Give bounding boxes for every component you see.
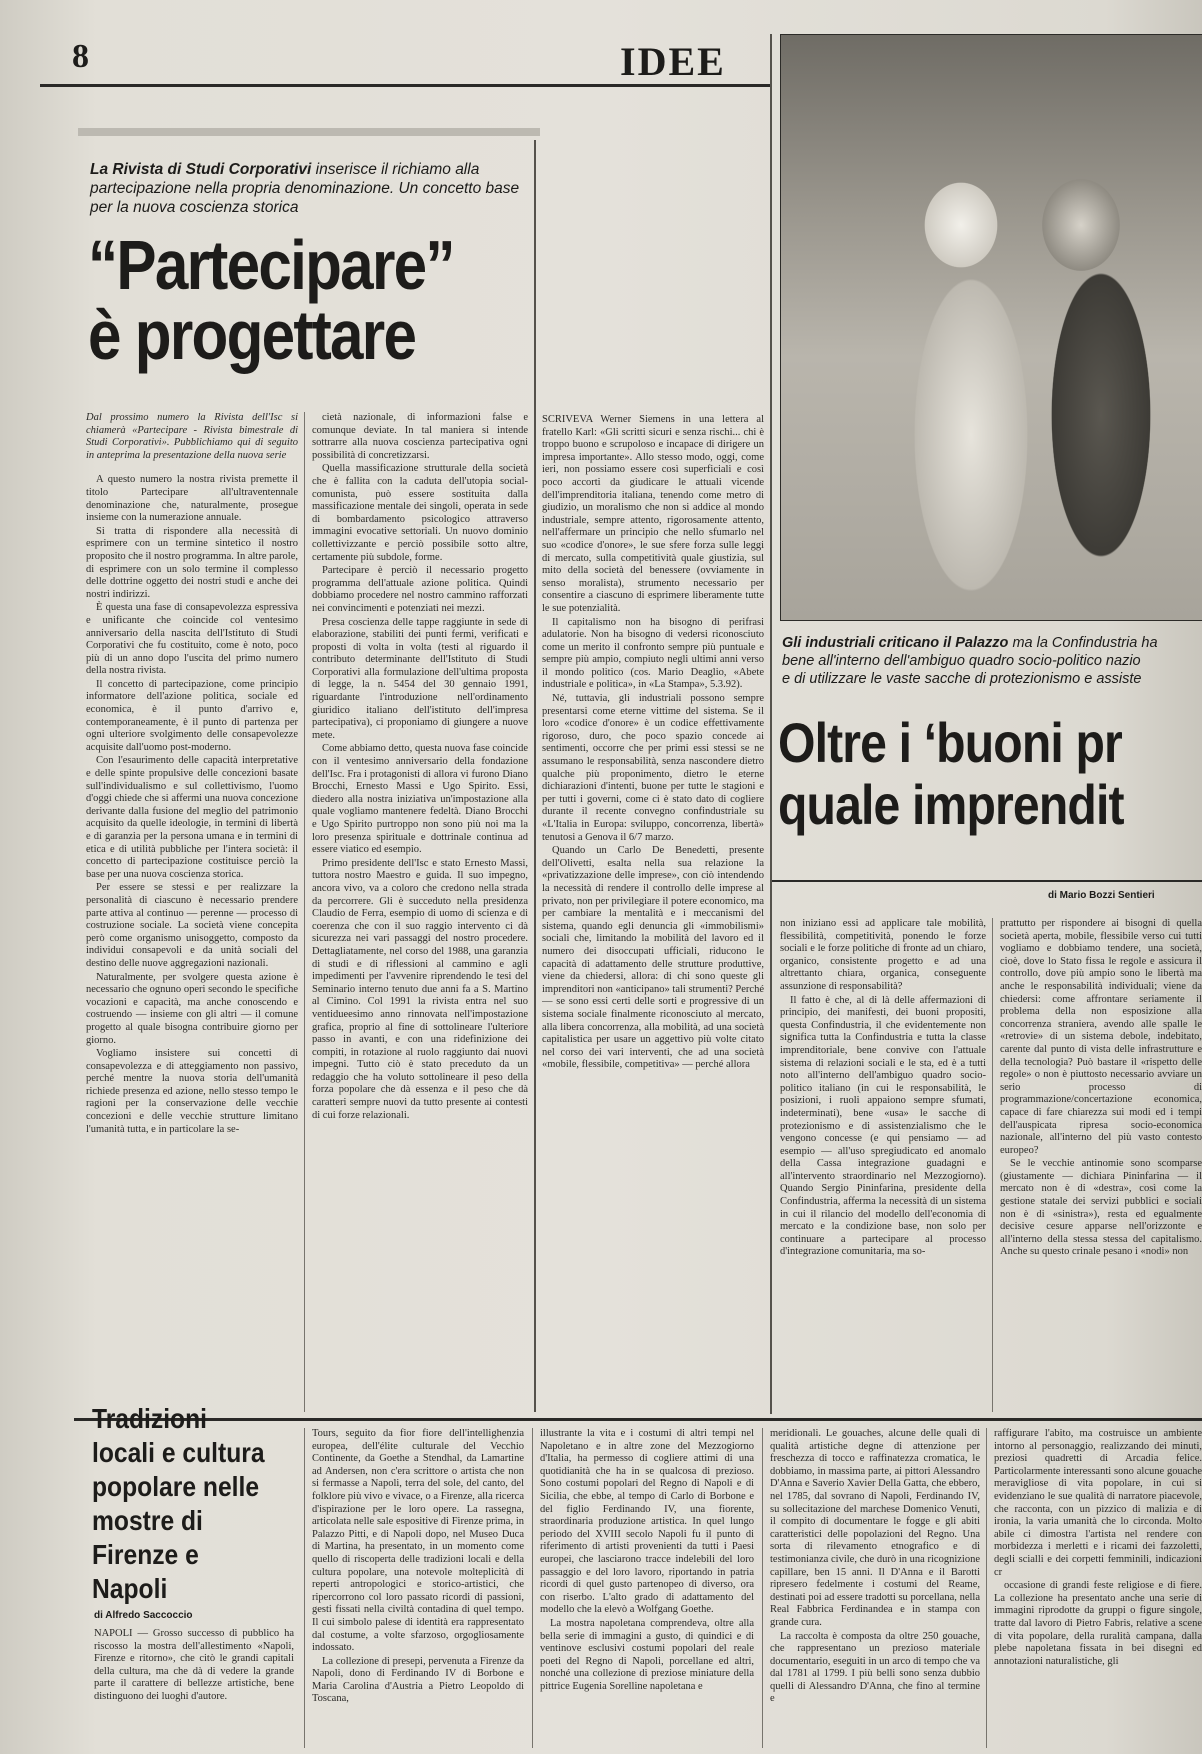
second-column-2 — [1000, 918, 1202, 1412]
paragraph: Il concetto di partecipazione, come principio informatore dell'azione politica, sociale ed economica, è il punto d'arrivo e, contemporaneamente, è il punto di partenza per ogni ulteriore svolgimento delle consapevolezze acquisite dall'uomo post-moderno. — [86, 678, 298, 753]
caption-line-1 — [782, 634, 1200, 652]
caption-bold: Gli industriali criticano il Palazzo — [782, 635, 1009, 651]
kicker-text: inserisce il richiamo alla partecipazione nella propria denominazione. Un concetto base per la nuova coscienza storica — [90, 161, 520, 216]
paragraph: Con l'esaurimento delle capacità interpretative e delle spinte propulsive delle concezioni basate sull'individualismo e sul collettivismo, l'uomo d'oggi chiede che si affermi una nuova concezione derivante dalla fusione del meglio del patrimonio acquisito da quelle ideologie, in termini di libertà e di garanzia per la persona umana e in termini di etica e di utilità pubbliche per l'intera società: il concetto di partecipazione costituisce perciò la base per una nuova coscienza storica. — [86, 755, 298, 880]
paragraph: A questo numero la nostra rivista premette il titolo Partecipare all'ultraventennale denominazione che, naturalmente, prosegue insieme con la numerazione annuale. — [86, 474, 298, 524]
paragraph: Quella massificazione strutturale della società che è fallita con la caduta dell'utopia social-comunista, può essere sostituita dalla massificazione mentale dei singoli, operata in sede di bombardamento psicologico attraverso immagini evocative settoriali. Un nuovo dominio collettivizzante e perciò possibile sotto altre, certamente più subdole, forme. — [312, 463, 528, 563]
headline-rule — [772, 880, 1202, 882]
lead-headline — [88, 226, 475, 374]
page-number: 8 — [72, 38, 89, 75]
paragraph: Il fatto è che, al di là delle affermazioni di principio, dei manifesti, dei buoni propositi, questa Confindustria, il che evidentemente non significa tutta la Confindustria e tutta la classe imprenditoriale, bene convive con l'attuale sistema di relazioni sociali e le sta, ed è a tutti noto all'interno dell'ambiguo quadro socio-politico italiano (in cui le responsabilità, le posizioni, i ruoli appaiono sempre sfumati, indeterminati), bene «usa» le sacche di protezionismo e di assistenzialismo che le vengono concesse (e qui pensiamo — ad esempio — all'uso spregiudicato ed anomalo della Cassa integrazione guadagni e all'intervento straordinario nel Mezzogiorno). Quando Sergio Pininfarina, presidente della Confindustria, afferma la necessità di un sistema in cui il rilancio del modello dell'economia di mercato e la condizione base, non solo per continuare a partecipare al processo d'integrazione comunitaria, ma so- — [780, 994, 986, 1258]
paragraph: Né, tuttavia, gli industriali possono sempre presentarsi come eterne vittime del sistema. Se il loro «codice d'onore» è un codice effettivamente rigoroso, duro, che poco spazio concede ai sentimenti, occorre che per primi essi stessi se ne assumano le responsabilità, senza nascondere dietro qualche più proponimento, dietro le eterne dichiarazioni d'intenti, buone per tutte le stagioni e per tutti i governi, come ci è stato dato di cogliere durante il recente convegno confindustriale su «L'Italia in Europa: sviluppo, concorrenza, libertà» tenutosi a Genova il 6/7 marzo. — [542, 693, 764, 843]
column-divider — [534, 140, 536, 1412]
paragraph: Vogliamo insistere sui concetti di consapevolezza e di atteggiamento non passivo, perché mentre la nuova storia dell'umanità richiede presenza ed azione, nello stesso tempo le ragioni per la conservazione delle vecchie concezioni e delle vecchie strutture limitano l'umanità tutta, e in particolare la se- — [86, 1048, 298, 1135]
paragraph: Il capitalismo non ha bisogno di perifrasi adulatorie. Non ha bisogno di vedersi riconosciuto come un merito il confronto sempre più puntuale e sempre più ampio, compiuto negli ultimi anni verso il mondo politico (cos. Mario Deaglio, «Abete industriale e politica», in «La Stampa», 5.3.92). — [542, 616, 764, 691]
paragraph: Se le vecchie antinomie sono scomparse (giustamente — dichiara Pininfarina — il mercato non è di «destra», così come la gestione statale dei servizi pubblici e sociali non è di «sinistra»), resta ed egualmente decisive cesure apparse nell'orizzonte e all'interno della stessa stessa del capitalismo. Anche su questo crinale pesano i «nodi» non — [1000, 1158, 1202, 1258]
second-byline: di Mario Bozzi Sentieri — [1048, 890, 1155, 901]
lead-intro: Dal prossimo numero la Rivista dell'Isc si chiamerà «Partecipare - Rivista bimestrale di Studi Corporativi». Pubblichiamo qui di seguito in anteprima la presentazione della nuova serie — [86, 412, 298, 461]
lead-column-3 — [542, 414, 764, 1412]
column-divider — [770, 34, 772, 1414]
paragraph: Quando un Carlo De Benedetti, presente dell'Olivetti, esalta nella sua relazione la «privatizzazione delle imprese», con ciò intendendo la necessità di rendere il controllo delle imprese al privato, non per privilegiare il potere economico, ma per cambiare la mentalità e i meccanismi del sistema, quando egli denuncia gli «immobilismi» sociali che, limitando la mobilità del lavoro ed il numero dei disoccupati ufficiali, riducono le capacità di adattamento delle strutture produttive, viene da chiedersi, allora: di chi sono queste gli imprenditori non «anticipano» tali strumenti? Perché — se sono essi certi delle sorti e progressive di un sistema sociale finalmente riconosciuto al mercato, alla libera concorrenza, alla mobilità, ad una società capitalistica per usare un aggettivo più volte citato nel corso dei vari interventi, che ad una società «mobile, flessibile, competitiva» — perché allora — [542, 845, 764, 1071]
paragraph: La collezione di presepi, pervenuta a Firenze da Napoli, dono di Ferdinando IV di Borbone e Maria Carolina d'Austria a Pietro Leopoldo di Toscana, — [312, 1655, 524, 1705]
caption-line-3: e di utilizzare le vaste sacche di protezionismo e assiste — [782, 671, 1142, 687]
paragraph: Come abbiamo detto, questa nuova fase coincide con il ventesimo anniversario della fondazione dell'Isc. Fra i protagonisti di allora vi furono Diano Brocchi, Ernesto Massi e Ugo Spirito. Essi, diedero alla nostra iniziativa un'impostazione alla quale vogliamo mantenere fedeltà. Diano Brocchi e Ugo Spirito purtroppo non sono più noi ma la loro presenza spirituale e dottrinale continua ad essere viatico ed esempio. — [312, 743, 528, 856]
second-headline-line-1: Oltre i ‘buoni pr — [778, 711, 1122, 774]
paragraph: raffigurare l'abito, ma costruisce un ambiente intorno al personaggio, realizzando dei minuti, preziosi quadretti di Arcadia felice. Particolarmente interessanti sono alcune gouache meravigliose di vita popolare, in cui si evidenziano le sue qualità di narratore piacevole, che racconta, con un pizzico di malizia e di ironia, la varia umanità che lo circonda. Molto abile ci dimostra l'artista nel rendere con morbidezza i merletti e i ricami dei fazzoletti, degli scialli e dei corpetti femminili, indicazioni cr — [994, 1428, 1202, 1578]
paragraph: Per essere se stessi e per realizzare la personalità di ciascuno è necessario prendere parte attiva al continuo — perenne — processo di costruzione sociale. La società viene concepita però come organismo unisoggetto, composto da individui consapevoli e da unità sociali del destino delle nuove aggregazioni nazionali. — [86, 882, 298, 969]
bottom-byline: di Alfredo Saccoccio — [94, 1610, 193, 1621]
paragraph: non iniziano essi ad applicare tale mobilità, flessibilità, competitività, ponendo le forze sociali e le forze politiche di fronte ad un chiaro, organico, consistente progetto e ad una altrettanto chiara, organica, conseguente assunzione di responsabilità? — [780, 918, 986, 992]
column-divider — [986, 1428, 987, 1748]
paragraph: Si tratta di rispondere alla necessità di esprimere con un termine sintetico il nostro proposito che il nostro programma. In altre parole, di esprimere con un solo termine il complesso delle dottrine oggetto dei nostri studi e anche dei nostri indirizzi. — [86, 525, 298, 600]
paragraph: illustrante la vita e i costumi di altri tempi nel Napoletano e in altre zone del Mezzogiorno d'Italia, ha permesso di cogliere attimi di una quotidianità che ha in se qualcosa di prezioso. Sono costumi popolari del Regno di Napoli e di Sicilia, che ebbe, al tempo di Carlo di Borbone e del figlio Ferdinando IV, una fiorente, straordinaria produzione artistica. In quel lungo periodo del XVIII secolo Napoli fu il punto di riferimento di artisti provenienti da tutti i Paesi europei, che lasciarono tracce indelebili del loro passaggio e del loro lavoro, riportando in patria ricordi di quel gusto partenopeo di diverso, ora con riserbo. L'alto grado di adattamento del modello che la elevò a Wolfgang Goethe. — [540, 1428, 754, 1616]
paragraph: Primo presidente dell'Isc e stato Ernesto Massi, tuttora nostro Maestro e guida. Il suo impegno, ancora vivo, va a coloro che credono nella strada da percorrere. Gli è succeduto nella presidenza Claudio de Ferra, esempio di uomo di scienza e di coerenza che con il suo raggio intervento ci dà sicurezza nei vari passaggi del nostro procedere. Dettagliatamente, nel corso del 1988, una garanzia di studi e di riflessioni al cammino e agli impedimenti per l'avvenire riprendendo le tesi del Seminario interno tenuto due anni fa a S. Martino al Cimino. Col 1991 la rivista entra nel suo ventidueesimo anno rinnovata nell'impostazione grafica, proprio al fine di sottolineare l'ulteriore passo in avanti, e con una ridefinizione dei compiti, in rotazione al ruolo raggiunto dai nuovi impegni. Tutto ciò è stato preceduto da un redaggio che ha voluto sottolineare il peso della forza popolare che dà essenza e il peso che dà caratteri sempre nuovi da tutto presente ai contesti di cui forze relazionali. — [312, 857, 528, 1121]
paragraph: La mostra napoletana comprendeva, oltre alla bella serie di immagini a gusto, di quindici e di ventinove esclusivi costumi popolari del reale poeti del Regno di Napoli, porcellane ed altri, nonché una collezione di preziose miniature della pittrice Eugenia Sorelline napoletana e — [540, 1617, 754, 1692]
bottom-column-2 — [312, 1428, 524, 1748]
lead-bar — [78, 128, 540, 136]
paragraph: cietà nazionale, di informazioni false e comunque deviate. In tal maniera si intende sottrarre alla nuova coscienza partecipativa ogni possibilità di concretizzarsi. — [312, 412, 528, 461]
column-divider — [532, 1428, 533, 1748]
headline-line-1: “Partecipare” — [88, 226, 454, 304]
lead-kicker — [90, 160, 530, 217]
caption-line-2: bene all'interno dell'ambiguo quadro socio-politico nazio — [782, 653, 1141, 669]
paragraph: Naturalmente, per svolgere questa azione è necessario che ognuno operi secondo le specifiche vocazioni e capacità, ma anche conoscendo e costruendo — insieme con gli altri — il comune progetto al quale bisogna contribuire giorno per giorno. — [86, 971, 298, 1046]
lead-column-1 — [86, 412, 298, 1412]
second-column-1 — [780, 918, 986, 1412]
second-headline — [778, 712, 1202, 836]
bottom-headline: Tradizioni locali e cultura popolare nelle mostre di Firenze e Napoli — [92, 1403, 265, 1604]
bottom-column-3 — [540, 1428, 754, 1748]
section-title: IDEE — [620, 39, 726, 84]
paragraph: meridionali. Le gouaches, alcune delle quali di qualità artistiche degne di attenzione per freschezza di tocco e raffinatezza cromatica, le dobbiamo, in massima parte, ai pittori Alessandro D'Anna e Saverio Xavier Della Gatta, che ebbero, nel 1785, dal sovrano di Napoli, Ferdinando IV, su sollecitazione del marchese Domenico Venuti, il compito di documentare le fogge e gli abiti caratteristici delle popolazioni del Regno. Una sorta di rilevamento etnografico e di testimonianza civile, che durò in una ricognizione capillare, ben 15 anni. Il D'Anna e il Barotti ripresero fedelmente i costumi del Reame, destinati poi ad essere tradotti su porcellana, nella Real Fabbrica Ferdinandea e in stampa con grande cura. — [770, 1428, 980, 1628]
column-divider — [992, 918, 993, 1412]
top-rule — [40, 84, 770, 87]
paragraph: NAPOLI — Grosso successo di pubblico ha riscosso la mostra dell'allestimento «Napoli, Firenze e ritorno», che citò le grandi capitali della cultura, ma che dà di vedere la grande parte il carattere di bellezze artistiche, bene distinguono dei luoghi d'autore. — [94, 1628, 294, 1702]
paragraph: occasione di grandi feste religiose e di fiere. La collezione ha presentato anche una serie di immagini riprodotte da gruppi o figure singole, tratte dal lavoro di Pietro Fabris, relative a scene di vita popolare, della ruralità campana, dalla plebe napoletana fissata in bei disegni ed annotazioni naturalistiche, gli — [994, 1580, 1202, 1667]
paragraph: Presa coscienza delle tappe raggiunte in sede di elaborazione, stabiliti dei punti fermi, verificati e proposti di volta in volta (testi al riguardo il contributo determinante dell'Istituto di Studi Corporativi alla formulazione dell'ultima proposta di legge, la n. 5454 del 30 gennaio 1991, riguardante l'introduzione nell'ordinamento giuridico italiano dell'istituto dell'impresa partecipativa), ci proponiamo di giungere a nuove mete. — [312, 616, 528, 741]
paragraph: È questa una fase di consapevolezza espressiva e unificante che coincide col ventesimo anniversario della nascita dell'Istituto di Studi Corporativi che fu costituito, come è noto, poco più di un anno dopo l'uscita del primo numero della nostra rivista. — [86, 602, 298, 677]
kicker-journal-name: La Rivista di Studi Corporativi — [90, 161, 312, 178]
paragraph: prattutto per rispondere ai bisogni di quella società aperta, mobile, flessibile verso cui tutti vogliamo e dobbiamo tendere, una società, cioè, dove lo Stato fissa le regole e assicura il controllo, dove più ampio sono le libertà ma anche le responsabilità individuali; viene da chiedersi: come affrontare seriamente il problema della non esposizione alla concorrenza straniera, avendo alle spalle le «retrovie» di un sistema debole, indebitato, carente dal punto di vista delle infrastrutture e della tecnologia? Può bastare il «rispetto delle regole» o non è piuttosto necessario avviare un serio processo di programmazione/concertazione economica, capace di fare chiarezza sui modi ed i tempi dell'auspicata ripresa socio-economica nazionale, all'interno del più vasto contesto europeo? — [1000, 918, 1202, 1156]
paragraph: Tours, seguito da fior fiore dell'intellighenzia europea, dell'élite culturale del Vecchio Continente, da Goethe a Stendhal, da Lamartine ad Andersen, non c'era scrittore o artista che non si fermasse a Napoli, terra del sole, del canto, del folklore più vivo e vivace, o a Firenze, alla ricerca d'ispirazione per le loro opere. La rassegna, articolata nelle sale espositive di Firenze prima, in Palazzo Pitti, e di Napoli dopo, nel Museo Duca di Martina, ha presentato, in un momento come quello di riscoperta delle tradizioni locali e della cultura popolare, una notevole molteplicità di reperti antropologici e storico-artistici, che ripercorrono col loro passato ricordi di passioni, gesti fissati nella civiltà contadina di quel tempo. Il cui simbolo palese di identità era rappresentato dal costume, a volte sfarzoso, orgogliosamente indossato. — [312, 1428, 524, 1654]
bottom-column-5 — [994, 1428, 1202, 1748]
bottom-column-4 — [770, 1428, 980, 1748]
lead-col1-paragraphs — [86, 474, 298, 1136]
paragraph: La raccolta è composta da oltre 250 gouache, che rappresentano un prezioso materiale documentario, eseguiti in un arco di tempo che va dal 1781 al 1799. I più belli sono senza dubbio quelli di Alessandro D'Anna, che fino al termine e — [770, 1630, 980, 1705]
photo-caption — [782, 634, 1200, 688]
bottom-column-1 — [94, 1628, 294, 1748]
industrialists-photo — [780, 34, 1202, 621]
column-divider — [304, 1428, 305, 1748]
second-headline-line-2: quale imprendit — [778, 773, 1124, 836]
column-divider — [304, 412, 305, 1412]
paragraph: SCRIVEVA Werner Siemens in una lettera al fratello Karl: «Gli scritti sicuri e senza rischi... chi è troppo buono e scrupoloso e incapace di dirigere un impresa importante». Allo stesso modo, oggi, come ieri, non possiamo essere così superficiali e così poco accorti da giudicare le attuali vicende dell'imprenditoria italiana, tenendo come metro di giudizio, un moralismo che non si addice al mondo industriale, sempre attento, rigorosamente attento, nell'affermare un principio che nello sfumarlo nel suo «codice d'onore», le sue sfere forza sulle leggi di mercato, sulla competitività quale giustizia, sul mito della società del benessere (ovviamente in senso moralista), strumento necessario per consentire a ciascuno di esprimere liberamente tutte le sue potenzialità. — [542, 414, 764, 614]
column-divider — [762, 1428, 763, 1748]
paragraph: Partecipare è perciò il necessario progetto programma dell'attuale azione politica. Quindi dobbiamo procedere nel nostro cammino rafforzati nei convincimenti e potenziati nei mezzi. — [312, 565, 528, 614]
headline-line-2: è progettare — [88, 296, 416, 374]
lead-column-2 — [312, 412, 528, 1412]
caption-text: ma la Confindustria ha — [1008, 635, 1158, 651]
